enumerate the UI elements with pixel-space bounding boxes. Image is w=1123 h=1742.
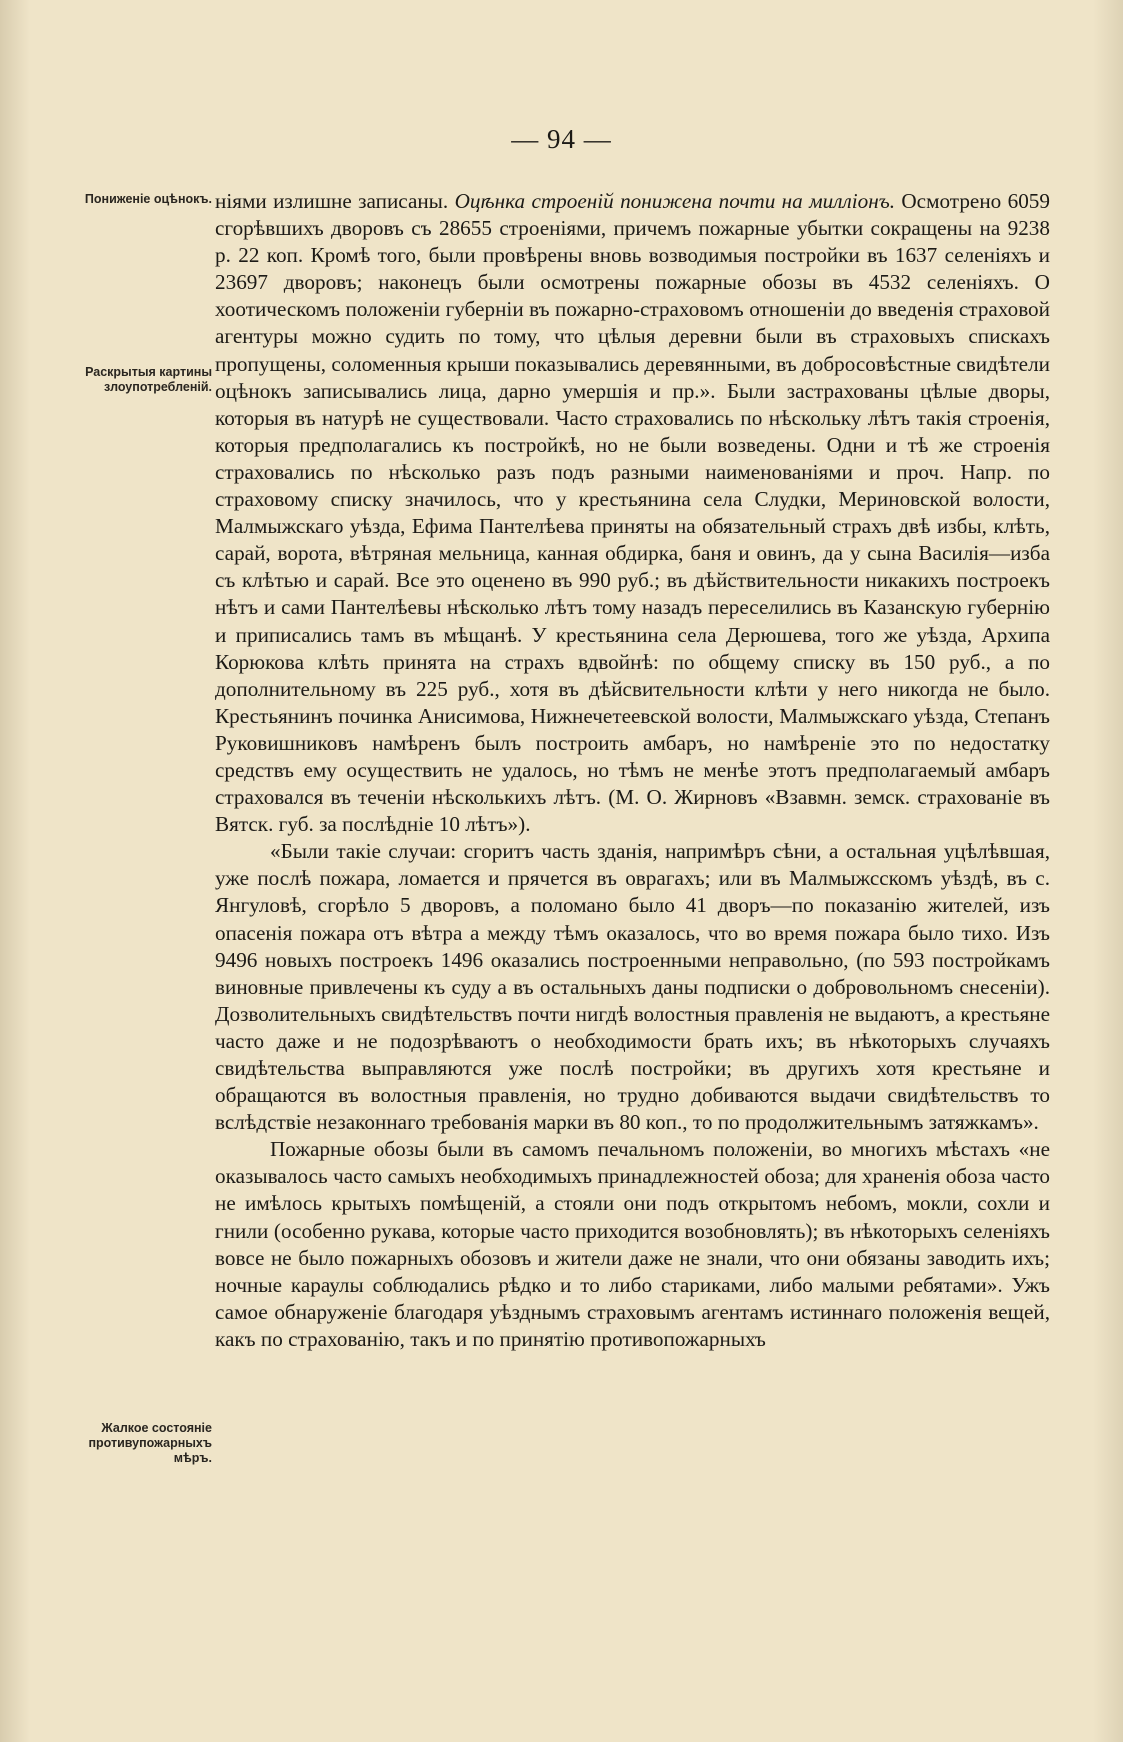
paragraph-fire-brigades: Пожарные обозы были въ самомъ печальномъ положеніи, во многихъ мѣстахъ «не оказывалось часто самыхъ необходимыхъ принадлежностей обоза; для храненія обоза часто не имѣлось крытыхъ помѣщеній, а стояли они подъ открытомъ небомъ, мокли, сохли и гнили (особенно рукава, которые часто приходится возобновлять); въ нѣкоторыхъ селеніяхъ вовсе не было пожарныхъ обозовъ и жители даже не знали, что они обязаны заводить ихъ; ночные караулы соблюдались рѣдко и то либо стариками, либо малыми ребятами». Ужъ самое обнаруженіе благодаря уѣзднымъ страховымъ агентамъ истиннаго положенія вещей, какъ по страхованію, такъ и по принятію противопожарныхъ (215, 1137, 1050, 1351)
page-left-edge (0, 0, 30, 1742)
paragraph-rest: Осмотрено 6059 сгорѣвшихъ дворовъ съ 28655 строеніями, причемъ пожарные убытки сокращены на 9238 р. 22 коп. Кромѣ того, были провѣрены вновь возводимыя постройки въ 1637 селеніяхъ и 23697 дворовъ; наконецъ были осмотрены пожарные обозы въ 4532 селеніяхъ. О хоотическомъ положеніи губерніи въ пожарно-страховомъ отношеніи до введенія страховой агентуры можно судить по тому, что цѣлыя деревни были въ страховыхъ спискахъ пропущены, соломенныя крыши показывались деревянными, въ добросовѣстные свидѣтели оцѣнокъ записывались лица, дарно умершія и пр.». Были застрахованы цѣлые дворы, которыя въ натурѣ не существовали. Часто страховались по нѣскольку лѣтъ такія строенія, которыя предполагались къ постройкѣ, но не были возведены. Одни и тѣ же строенія страховались по нѣсколько разъ подъ разными наименованіями и проч. Напр. по страховому списку значилось, что у крестьянина села Слудки, Мериновской волости, Малмыжскаго уѣзда, Ефима Пантелѣева приняты на обязательный страхъ двѣ избы, клѣть, сарай, ворота, вѣтряная мельница, канная обдирка, баня и овинъ, да у сына Василія—изба съ клѣтью и сарай. Все это оценено въ 990 руб.; въ дѣйствительности никакихъ построекъ нѣтъ и сами Пантелѣевы нѣсколько лѣтъ тому назадъ переселились въ Казанскую губернію и приписались тамъ въ мѣщанѣ. У крестьянина села Дерюшева, того же уѣзда, Архипа Корюкова клѣть принята на страхъ вдвойнѣ: по общему списку въ 150 руб., а по дополнительному въ 225 руб., хотя въ дѣйсвительности клѣти у него никогда не было. Крестьянинъ починка Анисимова, Нижнечетеевской волости, Малмыжскаго уѣзда, Степанъ Руковишниковъ намѣренъ былъ построить амбаръ, но намѣреніе это по недостатку средствъ ему осуществить не удалось, но тѣмъ не менѣе этотъ предполагаемый амбаръ страховался въ теченіи нѣсколькихъ лѣтъ. (М. О. Жирновъ «Взавмн. земск. страхованіе въ Вятск. губ. за послѣдніе 10 лѣтъ»). (215, 189, 1050, 837)
margin-note-abuses: Раскрытыя картины злоупотребленій. (85, 365, 212, 394)
paragraph-continued (215, 188, 1050, 838)
page-right-edge (1093, 0, 1123, 1742)
paragraph-lead: ніями излишне записаны. (215, 189, 455, 213)
paragraph-quote: «Были такіе случаи: сгоритъ часть зданія, напримѣръ сѣни, а остальная уцѣлѣвшая, уже послѣ пожара, ломается и прячется въ оврагахъ; или въ Малмыжсскомъ уѣздѣ, въ с. Янгуловѣ, сгорѣло 5 дворовъ, а поломано было 41 дворъ—по показанію жителей, изъ опасенія пожара отъ вѣтра а между тѣмъ оказалось, что во время пожара было тихо. Изъ 9496 новыхъ построекъ 1496 оказались построенными неправольно, (по 593 постройкамъ виновные привлечены къ суду а въ остальныхъ даны подписки о добровольномъ снесеніи). Дозволительныхъ свидѣтельствъ почти нигдѣ волостныя правленія не выдаютъ, а крестьяне часто даже и не подозрѣваютъ о необходимости брать ихъ; въ нѣкоторыхъ случаяхъ свидѣтельства выправляются уже послѣ постройки; въ другихъ хотя крестьяне и обращаются въ волостныя правленія, но трудно добиваются выдачи свидѣтельствъ то вслѣдствіе незаконнаго требованія марки въ 80 коп., то по продолжительнымъ затяжкамъ». (215, 839, 1050, 1135)
body-text (215, 188, 1050, 1353)
margin-note-fire-measures: Жалкое состояніе противупожарныхъ мѣръ. (88, 1421, 212, 1465)
margin-note-ratings: Пониженіе оцѣнокъ. (84, 192, 212, 206)
emphasis-text: Оцѣнка строеній понижена почти на милліонъ. (454, 189, 896, 213)
page-number: — 94 — (511, 124, 612, 154)
